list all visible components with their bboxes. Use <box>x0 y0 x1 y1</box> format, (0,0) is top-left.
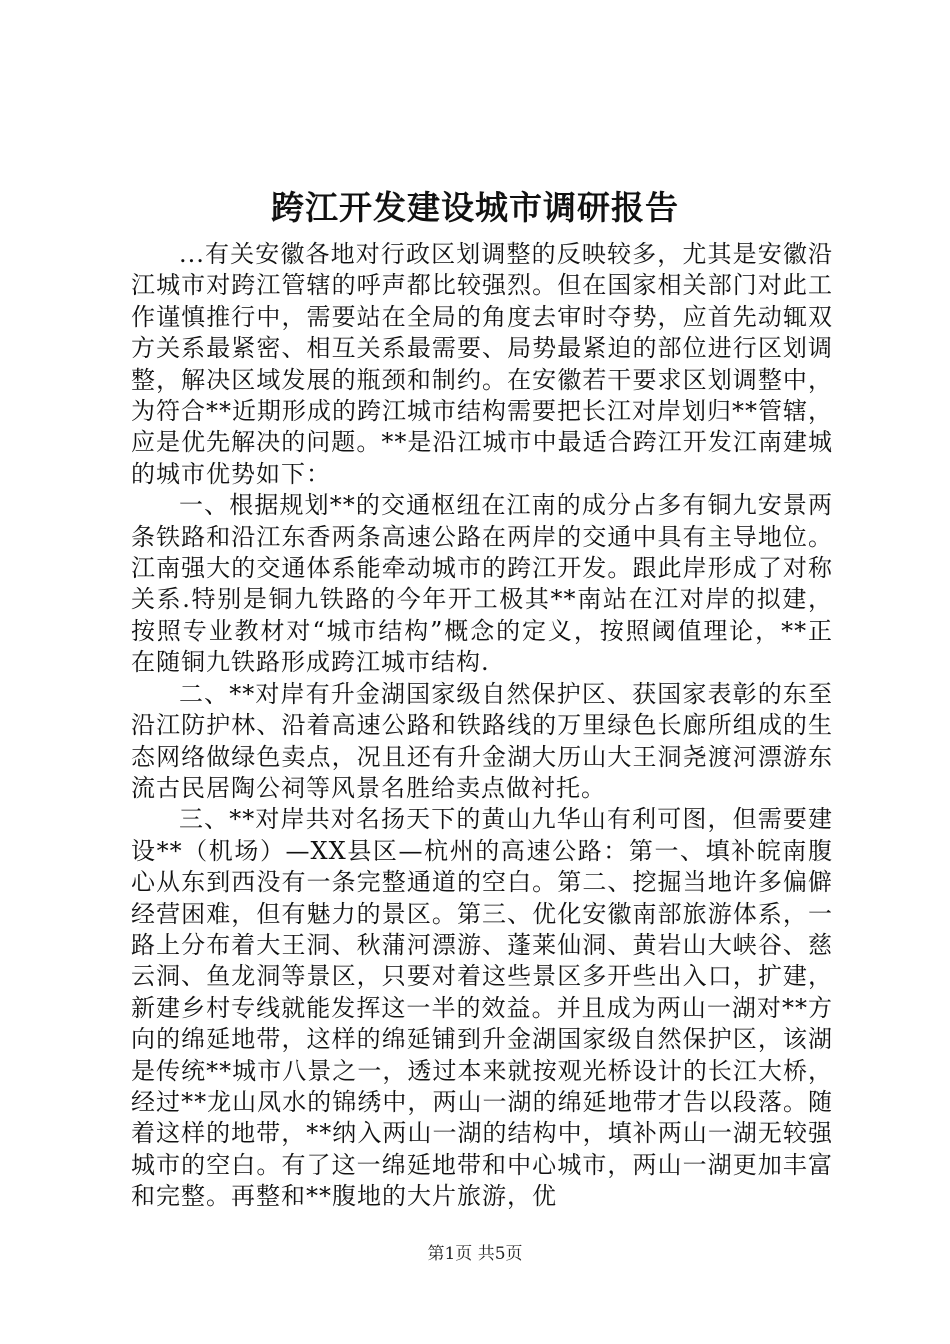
page-footer: 第1页 共5页 <box>427 1244 523 1264</box>
paragraph-point-1: 一、根据规划**的交通枢纽在江南的成分占多有铜九安景两条铁路和沿江东香两条高速公路在两岸的交通中具有主导地位。江南强大的交通体系能牵动城市的跨江开发。跟此岸形成了对称关系.特别是铜九铁路的今年开工极其**南站在江对岸的拟建，按照专业教材对“城市结构”概念的定义，按照阈值理论，**正在随铜九铁路形成跨江城市结构. <box>131 491 833 677</box>
paragraph-point-3: 三、**对岸共对名扬天下的黄山九华山有利可图，但需要建设**（机场）—XX县区—杭州的高速公路：第一、填补皖南腹心从东到西没有一条完整通道的空白。第二、挖掘当地许多偏僻经营困难，但有魅力的景区。第三、优化安徽南部旅游体系，一路上分布着大王洞、秋蒲河漂游、蓬莱仙洞、黄岩山大峡谷、慈云洞、鱼龙洞等景区，只要对着这些景区多开些出入口，扩建，新建乡村专线就能发挥这一半的效益。并且成为两山一湖对**方向的绵延地带，这样的绵延铺到升金湖国家级自然保护区，该湖是传统**城市八景之一，透过本来就按观光桥设计的长江大桥，经过**龙山凤水的锦绣中，两山一湖的绵延地带才告以段落。随着这样的地带，**纳入两山一湖的结构中，填补两山一湖无较强城市的空白。有了这一绵延地带和中心城市，两山一湖更加丰富和完整。再整和**腹地的大片旅游，优 <box>131 805 833 1211</box>
document-title: 跨江开发建设城市调研报告 <box>271 188 679 227</box>
paragraph-intro: ...有关安徽各地对行政区划调整的反映较多，尤其是安徽沿江城市对跨江管辖的呼声都比较强烈。但在国家相关部门对此工作谨慎推行中，需要站在全局的角度去审时夺势，应首先动辄双方关系最紧密、相互关系最需要、局势最紧迫的部位进行区划调整，解决区域发展的瓶颈和制约。在安徽若干要求区划调整中，为符合**近期形成的跨江城市结构需要把长江对岸划归**管辖，应是优先解决的问题。**是沿江城市中最适合跨江开发江南建城的城市优势如下： <box>131 240 833 488</box>
document-body <box>131 239 833 1213</box>
paragraph-point-2: 二、**对岸有升金湖国家级自然保护区、获国家表彰的东至沿江防护林、沿着高速公路和铁路线的万里绿色长廊所组成的生态网络做绿色卖点，况且还有升金湖大历山大王洞尧渡河漂游东流古民居陶公祠等风景名胜给卖点做衬托。 <box>131 679 833 802</box>
